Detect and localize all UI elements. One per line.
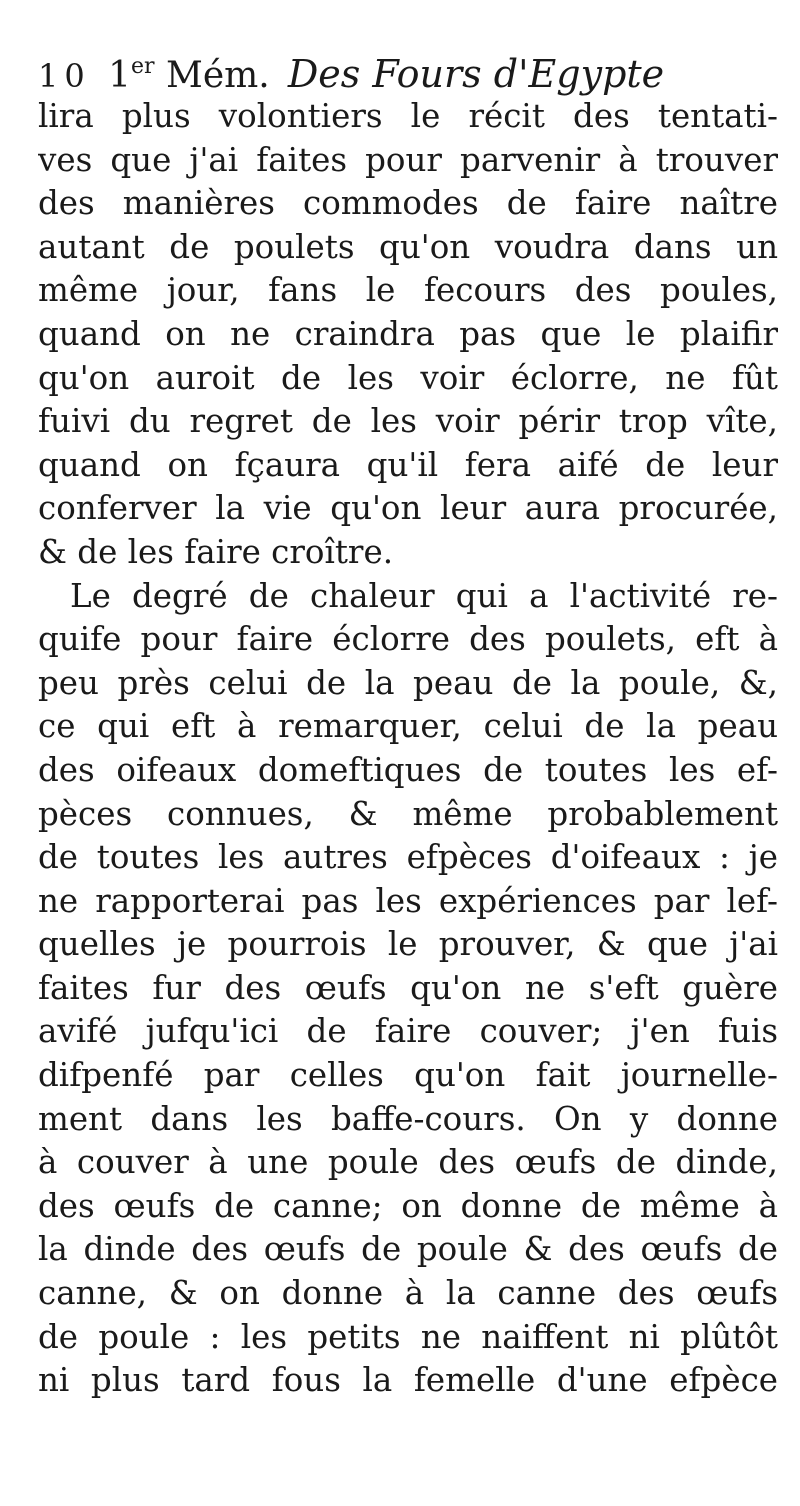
text-line: ni plus tard fous la femelle d'une efpèce <box>38 1361 778 1400</box>
text-line: ment dans les baffe-cours. On y donne <box>38 1099 778 1138</box>
text-line: quife pour faire éclorre des poulets, eft à <box>38 620 778 659</box>
text-line: des manières commodes de faire naître <box>38 184 778 223</box>
running-title: Des Fours d'Egypte <box>287 52 665 96</box>
text-line: des oifeaux domeftiques de toutes les ef- <box>38 750 778 789</box>
text-line: de toutes les autres efpèces d'oifeaux : je <box>38 838 778 877</box>
memoir-ordinal: 1 <box>108 55 131 96</box>
text-line: faites fur des œufs qu'on ne s'eft guère <box>38 968 778 1007</box>
text-line: ne rapporterai pas les expériences par lef- <box>38 881 778 920</box>
text-line: qu'on auroit de les voir éclorre, ne fût <box>38 358 778 397</box>
text-line: conferver la vie qu'on leur aura procurée, <box>38 489 778 528</box>
text-line: peu près celui de la peau de la poule, &, <box>38 663 778 702</box>
text-line: pèces connues, & même probablement <box>38 794 778 833</box>
text-line: quand on fçaura qu'il fera aifé de leur <box>38 445 778 484</box>
text-line: des œufs de canne; on donne de même à <box>38 1186 778 1225</box>
memoir-abbrev: Mém. <box>166 55 270 96</box>
text-line: même jour, fans le fecours des poules, <box>38 271 778 310</box>
text-line: fuivi du regret de les voir périr trop vîte, <box>38 402 778 441</box>
text-line: ce qui eft à remarquer, celui de la peau <box>38 707 778 746</box>
text-line: & de les faire croître. <box>38 532 394 571</box>
text-line: quand on ne craindra pas que le plaifir <box>38 314 778 353</box>
body-text <box>38 95 778 1403</box>
memoir-ordinal-suffix: er <box>131 54 155 79</box>
memoir-label <box>108 40 270 103</box>
text-line: la dinde des œufs de poule & des œufs de <box>38 1230 778 1269</box>
text-line: avifé jufqu'ici de faire couver; j'en fuis <box>38 1012 778 1051</box>
page-number: 10 <box>38 57 91 95</box>
text-line: canne, & on donne à la canne des œufs <box>38 1274 778 1313</box>
text-line: difpenfé par celles qu'on fait journelle- <box>38 1056 778 1095</box>
text-line: Le degré de chaleur qui a l'activité re- <box>70 576 778 615</box>
text-line: lira plus volontiers le récit des tentati- <box>38 97 778 135</box>
running-head <box>38 40 778 94</box>
text-line: ves que j'ai faites pour parvenir à trouver <box>38 140 778 179</box>
text-line: autant de poulets qu'on voudra dans un <box>38 227 778 266</box>
text-line: quelles je pourrois le prouver, & que j'ai <box>38 925 778 964</box>
text-line: de poule : les petits ne naiffent ni plûtôt <box>38 1317 778 1356</box>
text-line: à couver à une poule des œufs de dinde, <box>38 1143 778 1182</box>
